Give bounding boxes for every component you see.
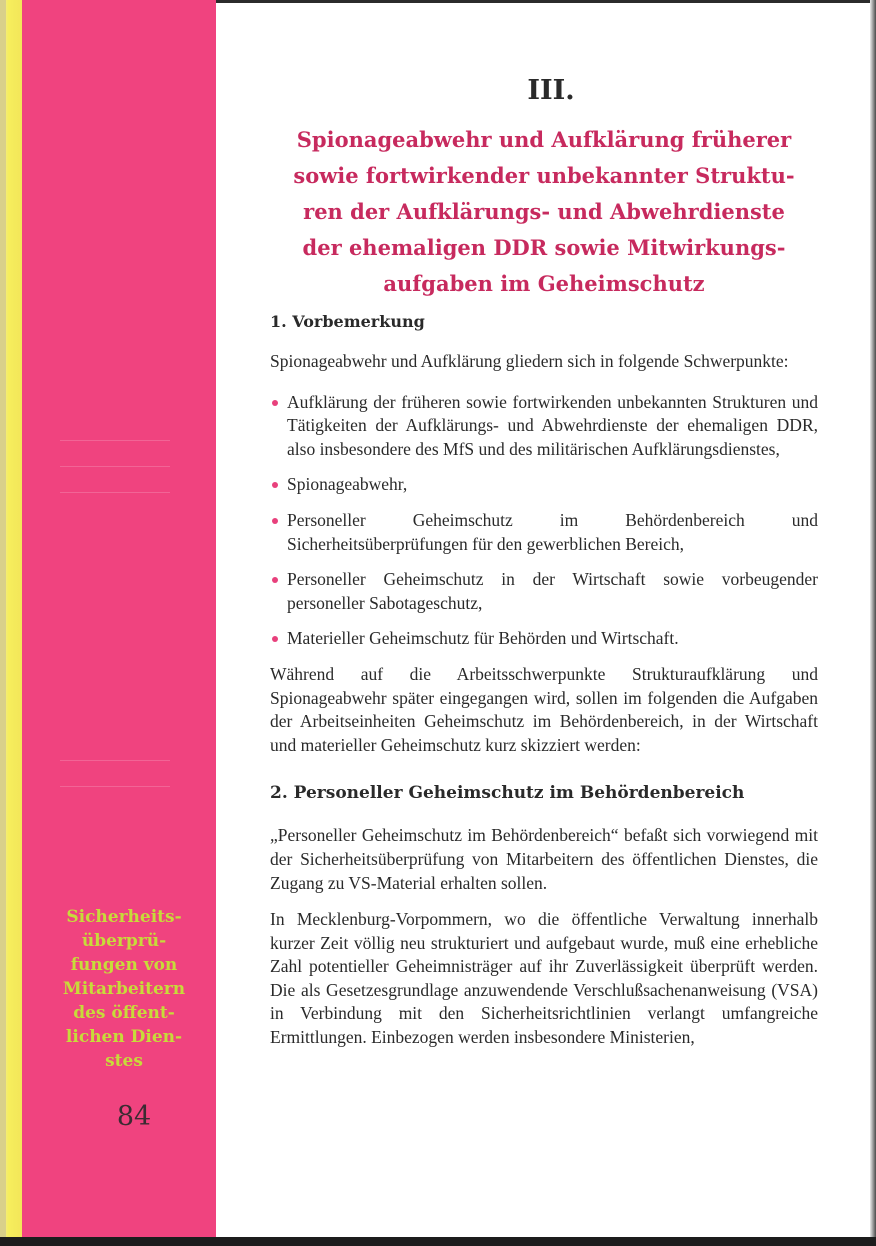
list-item <box>270 391 818 462</box>
list-item-text: Materieller Geheimschutz für Behörden und Wirtschaft. <box>287 628 679 649</box>
page-number: 84 <box>116 1101 152 1132</box>
intro-paragraph: Spionageabwehr und Aufklärung gliedern sich in folgende Schwerpunkte: <box>270 351 789 371</box>
bullet-list <box>270 391 818 651</box>
sidebar-faint-line <box>60 760 170 761</box>
sidebar-yellow-strip <box>0 0 22 1237</box>
list-item <box>270 627 818 651</box>
bullet-dot-icon <box>272 482 278 488</box>
bullet-dot-icon <box>272 577 278 583</box>
section2-paragraph-1: „Personeller Geheimschutz im Behördenbereich“ befaßt sich vorwiegend mit der Sicherheitsüberprüfung von Mitarbeitern des öffentlichen Dienstes, die Zugang zu VS-Material erhalten sollen. <box>270 825 818 893</box>
list-item <box>270 473 818 497</box>
list-item-text: Personeller Geheimschutz im Behördenbereich und Sicherheitsüberprüfungen für den gewerblichen Bereich, <box>287 509 818 554</box>
list-item-text: Personeller Geheimschutz in der Wirtschaft sowie vorbeugender personeller Sabotageschutz, <box>287 569 818 613</box>
sidebar-faint-line <box>60 492 170 493</box>
chapter-title: Spionageabwehr und Aufklärung früherer sowie fortwirkender unbekannter Struktu- ren der Aufklärungs- und Abwehrdienste der ehemaligen DDR sowie Mitwirkungs- aufgaben im Geheimschutz <box>293 127 795 296</box>
margin-note: Sicherheits- überprü- fungen von Mitarbeitern des öffent- lichen Dien- stes <box>62 907 186 1071</box>
bullet-dot-icon <box>272 636 278 642</box>
list-item-text: Aufklärung der früheren sowie fortwirkenden unbekannten Strukturen und Tätigkeiten der Aufklärungs- und Abwehrdienste der ehemaligen DDR, also insbesondere des MfS und des militärischen Aufklärungsdienstes, <box>287 391 818 459</box>
scan-edge-right <box>870 0 876 1246</box>
bullet-dot-icon <box>272 400 278 406</box>
list-item <box>270 509 818 556</box>
list-item-text: Spionageabwehr, <box>287 474 408 495</box>
section-heading-vorbemerkung: 1. Vorbemerkung <box>270 312 425 331</box>
bullet-dot-icon <box>272 518 278 524</box>
list-item <box>270 568 818 615</box>
sidebar-faint-line <box>60 440 170 441</box>
scan-edge-bottom <box>0 1237 876 1246</box>
chapter-number: III. <box>527 75 575 106</box>
section-heading-personeller-geheimschutz: 2. Personeller Geheimschutz im Behördenbereich <box>270 783 745 804</box>
main-content <box>270 70 818 1050</box>
section1-closing-paragraph: Während auf die Arbeitsschwerpunkte Strukturaufklärung und Spionageabwehr später eingegangen wird, sollen im folgenden die Aufgaben der Arbeitseinheiten Geheimschutz im Behördenbereich, in der Wirtschaft und materieller Geheimschutz kurz skizziert werden: <box>270 663 818 755</box>
sidebar-faint-line <box>60 786 170 787</box>
section2-paragraph-2: In Mecklenburg-Vorpommern, wo die öffentliche Verwaltung innerhalb kurzer Zeit völlig neu strukturiert und aufgebaut wurde, muß eine erhebliche Zahl potentieller Geheimnisträger auf ihr Zuverlässigkeit überprüft werden. Die als Gesetzesgrundlage anzuwendende Verschlußsachenanweisung (VSA) in Verbindung mit den Sicherheitsrichtlinien verlangt umfangreiche Ermittlungen. Einbezogen werden insbesondere Ministerien, <box>270 909 818 1048</box>
sidebar-faint-line <box>60 466 170 467</box>
